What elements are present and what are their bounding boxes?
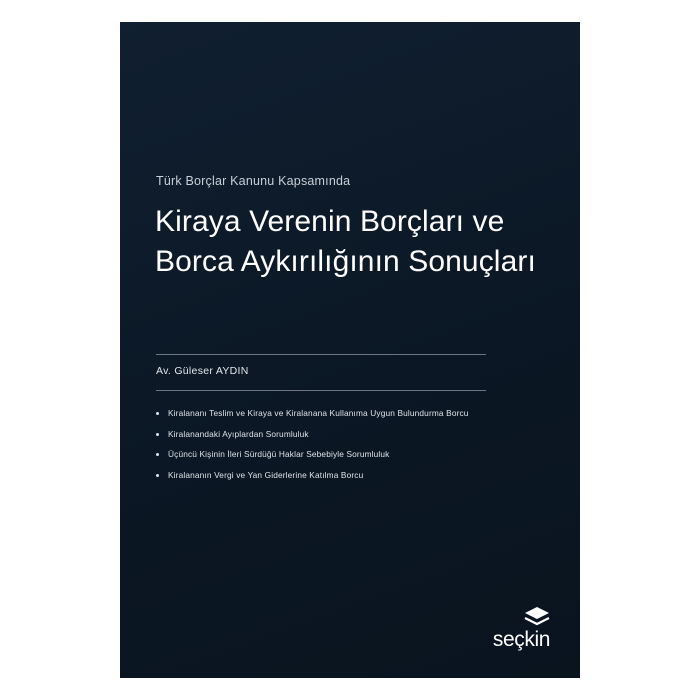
topic-list [156,408,486,490]
list-item-label: Kiralananı Teslim ve Kiraya ve Kiralanana Kullanıma Uygun Bulundurma Borcu [168,408,469,418]
list-item [156,408,486,420]
cover-content [120,22,580,678]
list-item-label: Kiralananın Vergi ve Yan Giderlerine Katılma Borcu [168,469,364,480]
bullet-dot-icon [156,433,159,436]
list-item-label: Üçüncü Kişinin İleri Sürdüğü Haklar Sebebiyle Sorumluluk [168,449,390,459]
cover-kicker: Türk Borçlar Kanunu Kapsamında [156,174,351,188]
page-title: Kiraya Verenin Borçları ve Borca Aykırılığının Sonuçları [155,205,536,278]
divider-top [156,354,486,355]
publisher-logo [493,606,550,652]
bullet-dot-icon [156,412,159,415]
bullet-dot-icon [156,453,159,456]
list-item-label: Kiralanandaki Ayıplardan Sorumluluk [168,428,309,439]
list-item [156,470,486,482]
book-cover [120,22,580,678]
bullet-dot-icon [156,474,159,477]
publisher-name: seçkin [492,628,550,651]
publisher-mark-icon [524,606,550,626]
list-item [156,449,486,461]
divider-bottom [156,390,486,391]
list-item [156,429,486,441]
author-name: Av. Güleser AYDIN [156,365,249,377]
